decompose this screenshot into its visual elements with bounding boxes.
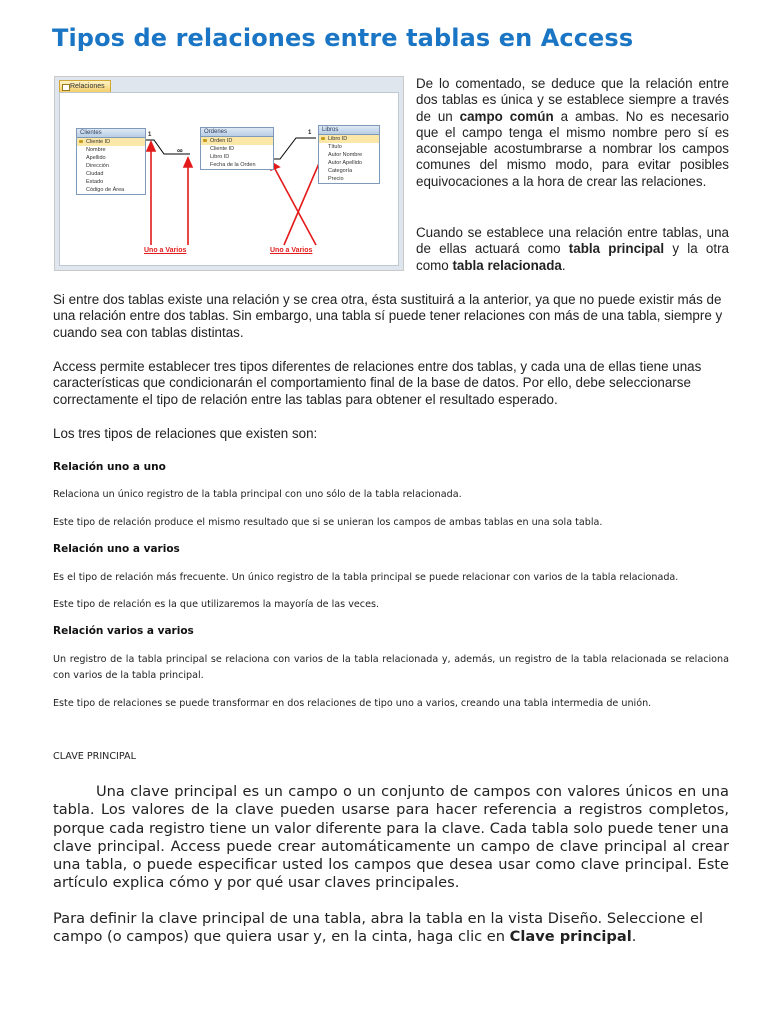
diagram-canvas [59,92,399,266]
heading-uno-a-varios: Relación uno a varios [53,543,180,555]
field-row: Libro ID [210,154,230,160]
table-libros-title: Libros [319,126,379,135]
one-symbol-left: 1 [148,132,152,138]
intro-paragraph-2: Cuando se establece una relación entre tablas, una de ellas actuará como tabla principal y la otra como tabla relacionada. [416,225,729,273]
field-row: Orden ID [201,137,273,145]
paragraph-clave-principal: Una clave principal es un campo o un conjunto de campos con valores únicos en una tabla. Los valores de la clave pueden usarse para hacer referencia a registros completos, porque cada registro tiene un valor diferente para la clave. Cada tabla solo puede tener una clave principal. Access puede crear automáticamente un campo de clave principal al crear una tabla, o puede especificar usted los campos que desea usar como clave principal. Este artículo explica cómo y por qué usar claves principales. [53,783,729,892]
text-uno-a-uno-2: Este tipo de relación produce el mismo resultado que si se unieran los campos de ambas tablas en una sola tabla. [53,517,603,528]
field-row: Título [328,144,342,150]
many-symbol-left: ∞ [177,146,183,155]
key-icon [79,140,83,143]
relationships-tab [59,80,111,92]
heading-uno-a-uno: Relación uno a uno [53,461,166,473]
field-row: Nombre [86,147,106,153]
relationships-icon [62,84,70,91]
heading-varios-a-varios: Relación varios a varios [53,625,194,637]
paragraph-relacion-unica: Si entre dos tablas existe una relación y se crea otra, ésta sustituirá a la anterior, ya que no puede existir más de una relación entre dos tablas. Sin embargo, una tabla sí puede tener relaciones con más de una tabla, siempre y cuando sea con tablas distintas. [53,292,723,340]
text-varios-a-varios-2: Este tipo de relaciones se puede transformar en dos relaciones de tipo uno a varios, creando una tabla intermedia de unión. [53,698,652,709]
key-icon [203,139,207,142]
relationships-diagram [54,76,404,271]
table-ordenes-title: Ordenes [201,128,273,137]
paragraph-tres-tipos: Los tres tipos de relaciones que existen son: [53,426,318,441]
field-row: Categoría [328,168,353,174]
relationships-tab-label: Relaciones [70,83,105,90]
intro-paragraph-1: De lo comentado, se deduce que la relación entre dos tablas es única y se establece siempre a través de un campo común a ambas. No es necesario que el campo tenga el mismo nombre pero sí es aconsejable acostumbrarse a nombrar los campos comunes del mismo modo, para evitar posibles equivocaciones a la hora de crear las relaciones. [416,76,729,189]
bold-clave-principal: Clave principal [509,928,632,946]
one-symbol-right: 1 [308,130,312,136]
table-libros [318,125,380,184]
table-clientes-title: Clientes [77,129,145,138]
field-row: Precio [328,176,344,182]
field-row: Ciudad [86,171,104,177]
page-title: Tipos de relaciones entre tablas en Access [52,24,634,52]
field-row: Autor Apellido [328,160,362,166]
text-uno-a-varios-1: Es el tipo de relación más frecuente. Un único registro de la tabla principal se puede relacionar con varios de la tabla relacionada. [53,572,679,583]
field-row: Fecha de la Orden [210,162,256,168]
field-row: Cliente ID [210,146,235,152]
text-uno-a-varios-2: Este tipo de relación es la que utilizaremos la mayoría de las veces. [53,599,380,610]
bold-campo-comun: campo común [459,108,554,124]
key-icon [321,137,325,140]
field-row: Libro ID [319,135,379,143]
label-uno-a-varios-right: Uno a Varios [270,247,313,254]
heading-clave-principal: CLAVE PRINCIPAL [53,751,136,762]
bold-tabla-principal: tabla principal [568,241,665,257]
field-row: Cliente ID [77,138,145,146]
label-uno-a-varios-left: Uno a Varios [144,247,187,254]
text-uno-a-uno-1: Relaciona un único registro de la tabla principal con uno sólo de la tabla relacionada. [53,489,462,500]
field-row: Apellido [86,155,106,161]
field-row: Autor Nombre [328,152,363,158]
text-varios-a-varios-1: Un registro de la tabla principal se relaciona con varios de la tabla relacionada y, además, un registro de la tabla relacionada se relaciona con varios de la tabla principal. [53,654,729,681]
paragraph-tipos-intro: Access permite establecer tres tipos diferentes de relaciones entre dos tablas, y cada una de ellas tiene unas características que condicionarán el comportamiento final de la base de datos. Por ello, debe seleccionarse correctamente el tipo de relación entre las tablas para obtener el resultado esperado. [53,359,702,407]
field-row: Código de Área [86,187,125,193]
bold-tabla-relacionada: tabla relacionada [452,257,562,273]
table-ordenes [200,127,274,170]
table-clientes [76,128,146,195]
paragraph-definir-clave: Para definir la clave principal de una tabla, abra la tabla en la vista Diseño. Seleccione el campo (o campos) que quiera usar y, en la cinta, haga clic en Clave principal. [53,910,704,946]
field-row: Estado [86,179,104,185]
field-row: Dirección [86,163,109,169]
